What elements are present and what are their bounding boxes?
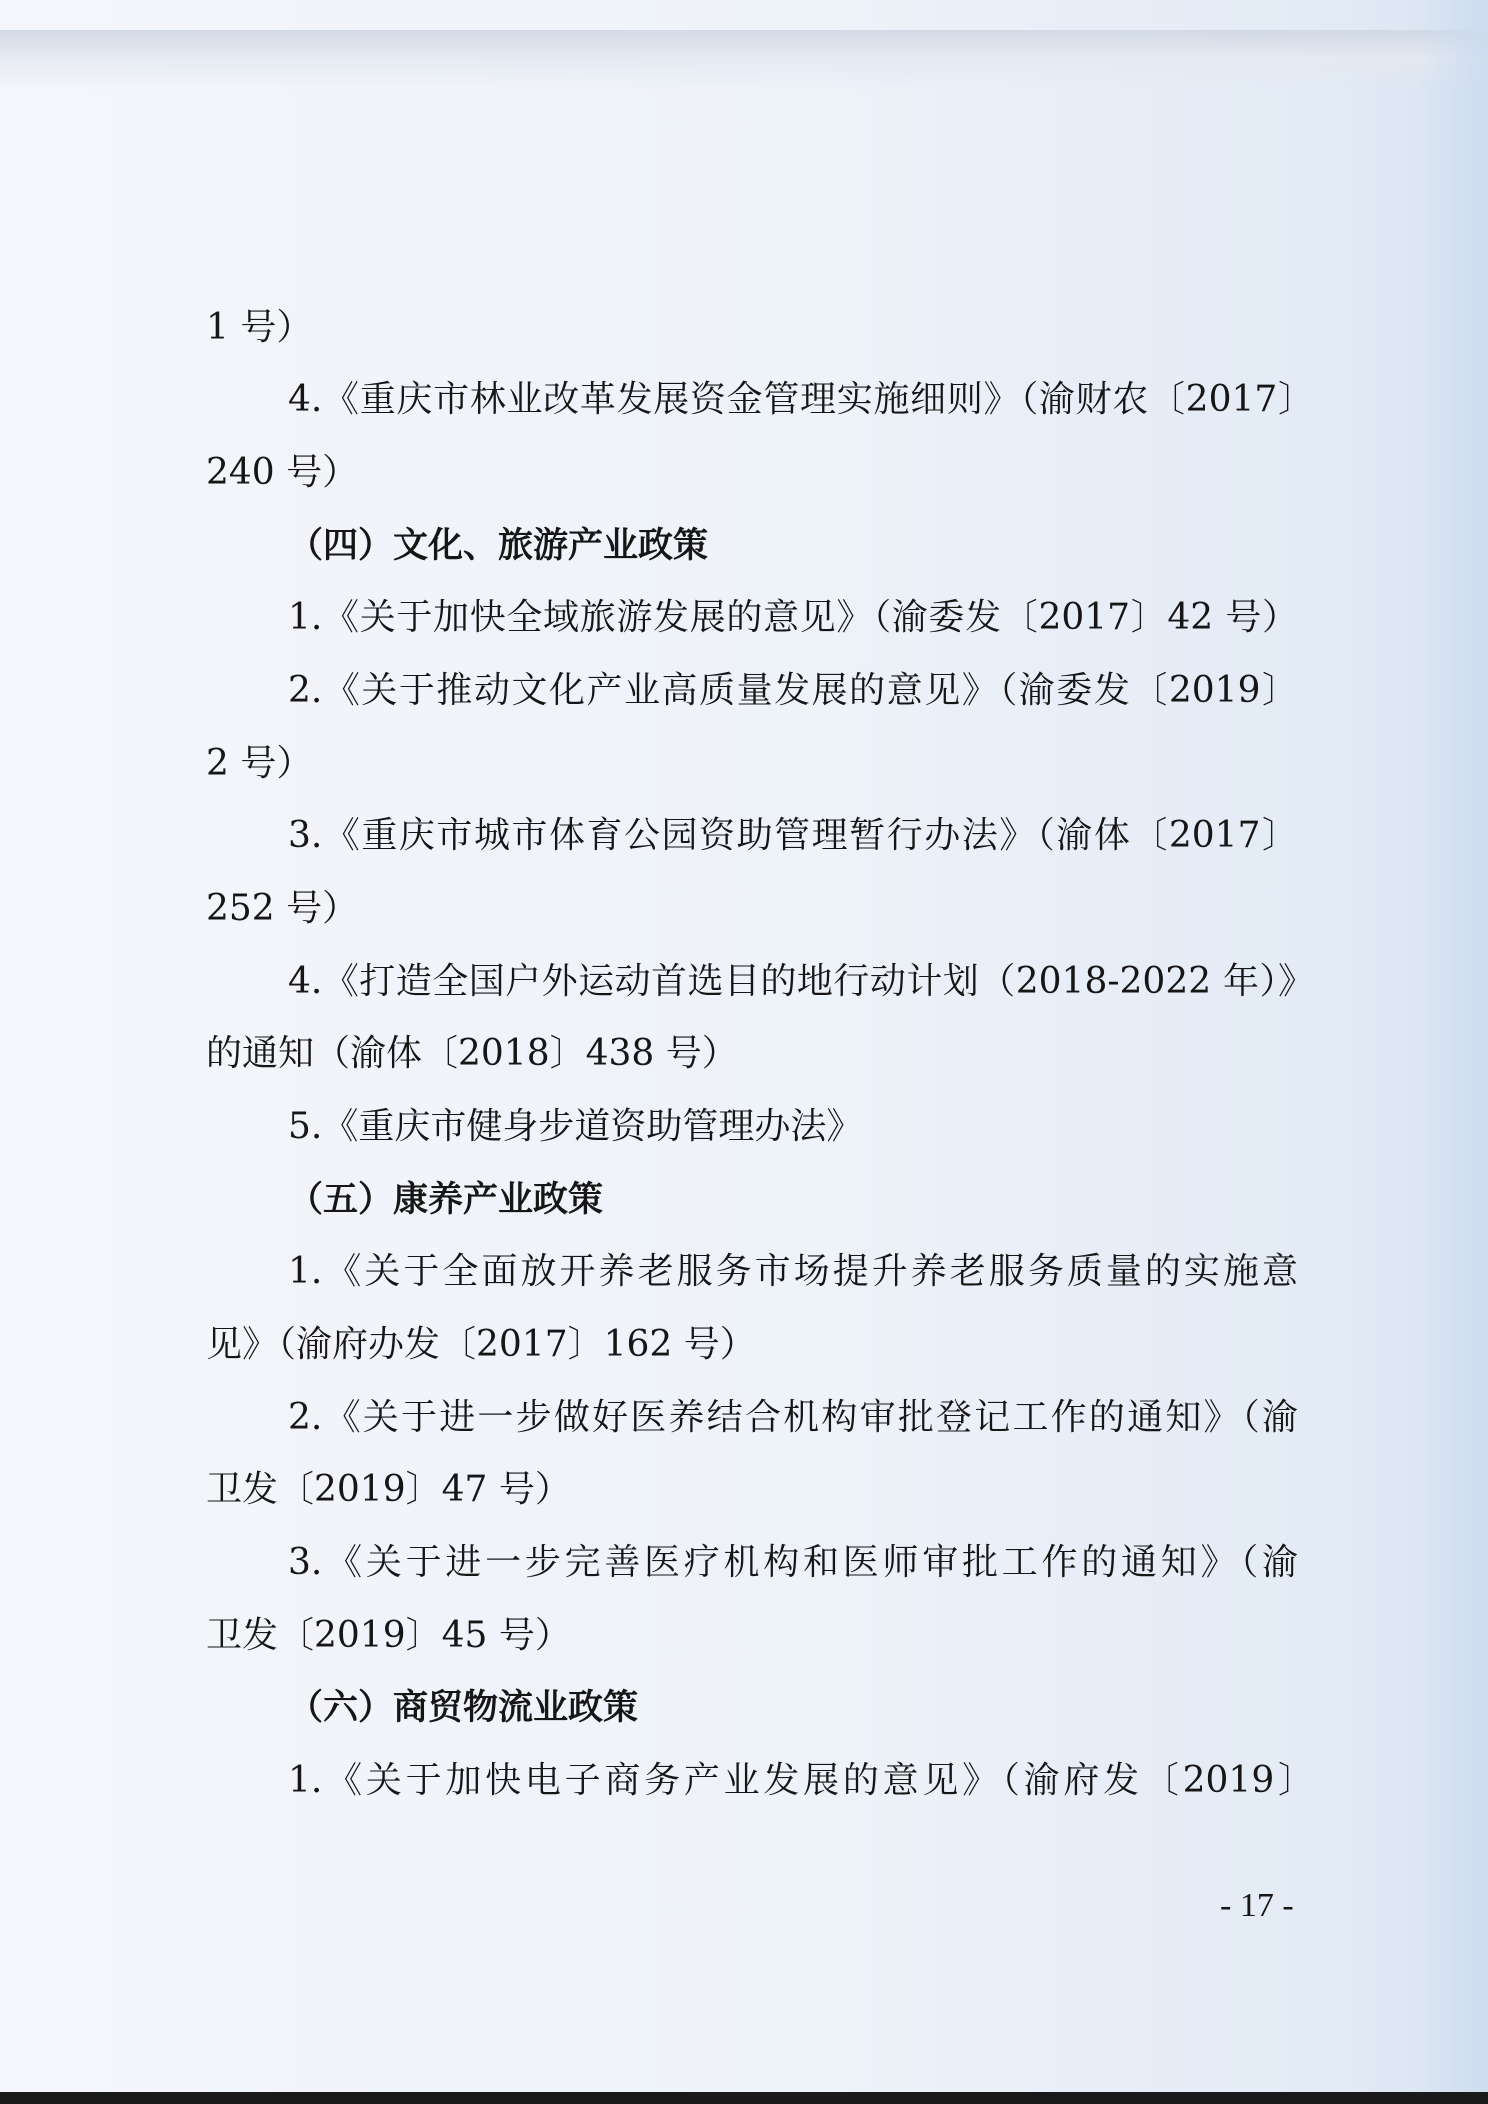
text-line-item: 1.《关于全面放开养老服务市场提升养老服务质量的实施意 <box>288 1251 1298 1292</box>
section-heading: （六）商贸物流业政策 <box>288 1688 639 1728</box>
text-line-item: 2.《关于进一步做好医养结合机构审批登记工作的通知》（渝 <box>288 1397 1298 1438</box>
text-line-continuation: 252 号） <box>206 888 359 929</box>
text-line-continuation: 的通知（渝体〔2018〕438 号） <box>206 1033 738 1074</box>
text-line-item: 3.《关于进一步完善医疗机构和医师审批工作的通知》（渝 <box>288 1542 1298 1583</box>
text-line-item: 4.《重庆市林业改革发展资金管理实施细则》（渝财农〔2017〕 <box>288 379 1314 420</box>
section-heading: （五）康养产业政策 <box>288 1180 604 1220</box>
text-line-item: 3.《重庆市城市体育公园资助管理暂行办法》（渝体〔2017〕 <box>288 815 1298 856</box>
text-line-item: 1.《关于加快电子商务产业发展的意见》（渝府发〔2019〕 <box>288 1760 1314 1801</box>
scan-bottom-edge <box>0 2092 1488 2104</box>
scan-shadow-top <box>0 30 1488 90</box>
text-line-continuation: 卫发〔2019〕45 号） <box>206 1615 571 1656</box>
text-line-item: 5.《重庆市健身步道资助管理办法》 <box>288 1106 863 1147</box>
text-line-continuation: 见》（渝府办发〔2017〕162 号） <box>206 1324 756 1365</box>
text-line-continuation: 卫发〔2019〕47 号） <box>206 1469 571 1510</box>
text-line-item: 4.《打造全国户外运动首选目的地行动计划（2018-2022 年）》 <box>288 961 1314 1002</box>
text-line-continuation: 2 号） <box>206 743 313 784</box>
text-line-continuation: 240 号） <box>206 452 359 493</box>
text-line-item: 1.《关于加快全域旅游发展的意见》（渝委发〔2017〕42 号） <box>288 597 1298 638</box>
section-heading: （四）文化、旅游产业政策 <box>288 526 709 566</box>
text-line-item: 2.《关于推动文化产业高质量发展的意见》（渝委发〔2019〕 <box>288 670 1298 711</box>
text-line-continuation: 1 号） <box>206 307 313 348</box>
scan-shadow-right <box>1418 0 1488 2104</box>
page-number: - 17 - <box>1220 1887 1294 1924</box>
